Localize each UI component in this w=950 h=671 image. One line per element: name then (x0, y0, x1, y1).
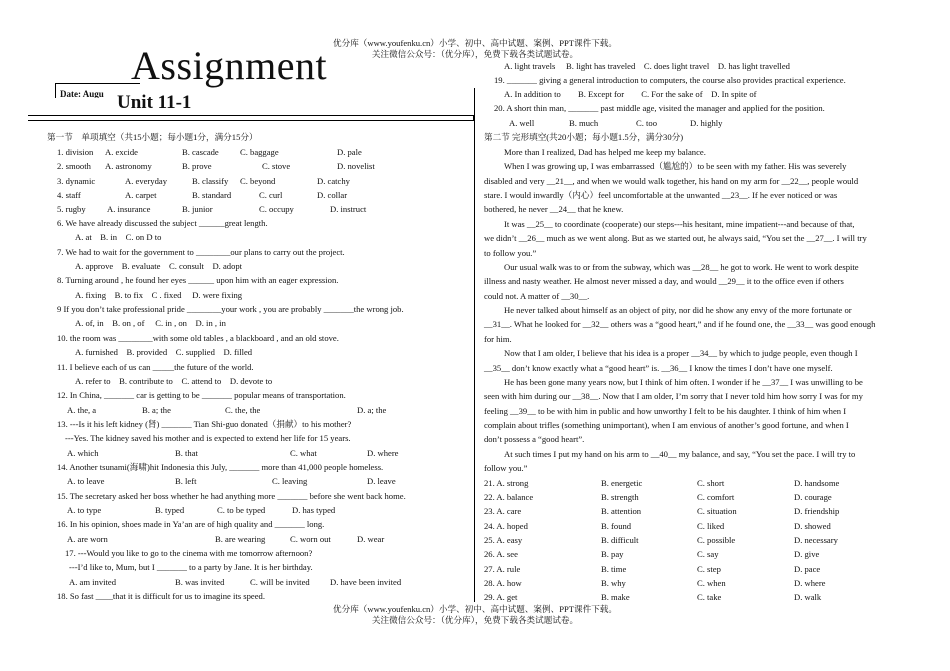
passage-line: It was __25__ to coordinate (cooperate) our steps---his hesitant, mine impatient---and because of that, (504, 218, 855, 229)
phonetic-word: 4. staff (57, 189, 81, 200)
phonetic-option: D. instruct (330, 204, 367, 215)
phonetic-option: A. everyday (125, 175, 167, 186)
choice-option: D. pace (794, 563, 821, 574)
question-option: A. to leave (67, 476, 105, 487)
question-option: A. am invited (69, 576, 117, 587)
phonetic-option: D. catchy (317, 175, 350, 186)
question-option: D. leave (367, 476, 396, 487)
passage-line: stare. I would inwardly（内心）feel uncomfortable at the unwanted __23__. If he ever noticed or was (484, 190, 838, 201)
choice-option: B. energetic (601, 477, 643, 488)
choice-option: D. give (794, 549, 820, 560)
question-option: D. a; the (357, 404, 387, 415)
passage-line: He has been gone many years now, but I think of him often. I wonder if he __37__ I was unwilling to be (504, 376, 863, 387)
question-stem: 15. The secretary asked her boss whether he had anything more _______ before she went back home. (57, 490, 406, 501)
choice-option: C. short (697, 477, 725, 488)
phonetic-option: A. carpet (125, 189, 157, 200)
phonetic-word: 1. division (57, 147, 94, 157)
question-options: A. refer to B. contribute to C. attend to D. devote to (75, 375, 273, 386)
choice-number-option: 25. A. easy (484, 534, 523, 545)
choice-option: B. strength (601, 491, 639, 502)
q18-options: A. light travels B. light has traveled C. does light travel D. has light travelled (504, 61, 790, 71)
question-options: A. approve B. evaluate C. consult D. adopt (75, 261, 243, 272)
question-stem: 18. So fast ____that it is difficult for us to imagine its speed. (57, 591, 265, 602)
choice-number-option: 24. A. hoped (484, 520, 528, 531)
passage-line: Our usual walk was to or from the subway, which was __28__ he got to work. He went to work despite (504, 261, 859, 272)
question-stem: 7. We had to wait for the government to ________our plans to carry out the project. (57, 246, 345, 257)
question-stem: 17. ---Would you like to go to the cinema with me tomorrow afternoon? (65, 548, 313, 559)
passage-line: At such times I put my hand on his arm to __40__ my balance, and say, “You set the pace. I will try to (504, 448, 856, 459)
phonetic-option: C. stove (262, 161, 291, 172)
unit-heading: Unit 11-1 (117, 92, 192, 113)
date-label: Date: Augu (55, 83, 140, 98)
passage-line: to follow you.” (484, 247, 537, 258)
left-column (47, 132, 472, 602)
question-option: A. are worn (67, 533, 108, 544)
section2-heading: 第二节 完形填空(共20小题；每小题1.5分，满分30分) (484, 132, 684, 142)
phonetic-option: B. prove (182, 161, 212, 172)
assignment-title: Assignment (131, 43, 328, 88)
passage-line: seen with him during our __38__. Now that I am older, I’m sorry that I never told him how sorry I was for my (484, 391, 863, 402)
choice-option: C. take (697, 592, 722, 603)
question-option: A. the, a (67, 404, 97, 415)
question-option: B. that (175, 447, 198, 458)
phonetic-option: B. cascade (182, 147, 219, 157)
choice-number-option: 29. A. get (484, 592, 518, 603)
question-options: A. fixing B. to fix C . fixed D. were fixing (75, 289, 243, 300)
footer-line2: 关注微信公众号：（优分库），免费下载各类试题试卷。 (371, 615, 579, 625)
choice-option: B. pay (601, 549, 624, 560)
passage-line: could not. A matter of __30__. (484, 290, 590, 301)
question-option: D. where (367, 447, 399, 458)
question-stem: 12. In China, _______ car is getting to be _______ popular means of transportation. (57, 390, 346, 401)
question-stem: 11. I believe each of us can _____the future of the world. (57, 361, 254, 372)
choice-option: C. when (697, 578, 726, 589)
choice-option: B. difficult (601, 534, 639, 545)
choice-number-option: 26. A. see (484, 549, 518, 560)
choice-option: C. comfort (697, 491, 735, 502)
choice-option: C. step (697, 563, 721, 574)
phonetic-word: 3. dynamic (57, 175, 96, 186)
choice-option: D. courage (794, 491, 832, 502)
passage-line: illness and nasty weather. He almost never missed a day, and would __29__ it to the office even if others (484, 276, 844, 287)
choice-option: C. liked (697, 520, 725, 531)
question-option: B. left (175, 476, 197, 487)
passage-line: for him. (484, 333, 512, 344)
q19-stem: 19. _______ giving a general introduction to computers, the course also provides practical experience. (494, 75, 846, 85)
passage-line: He never talked about himself as an object of pity, nor did he show any envy of the more fortunate or (504, 305, 852, 316)
phonetic-option: D. pale (337, 147, 362, 157)
section1-heading: 第一节 单项填空（共15小题；每小题1分，满分15分） (47, 132, 258, 142)
passage-line: we didn’t __26__ much as we went along. But as we started out, he always said, “You set the __27__. I will try (484, 233, 867, 244)
passage-line: More than I realized, Dad has helped me keep my balance. (504, 147, 706, 157)
phonetic-option: C. curl (259, 189, 283, 200)
choice-option: B. make (601, 592, 630, 603)
header-line1: 优分库（www.youfenku.cn）小学、初中、高中试题、案例、PPT课件下载。 (333, 38, 617, 48)
question-stem: 16. In his opinion, shoes made in Ya’an are of high quality and _______ long. (57, 519, 325, 530)
passage-line: feeling __39__ to be with him in public and how unworthy I felt to be his daughter. I think of him when I (484, 405, 847, 416)
question-stem: 8. Turning around , he found her eyes ______ upon him with an eager expression. (57, 275, 339, 286)
question-option: B. typed (155, 505, 185, 515)
phonetic-word: 2. smooth (57, 161, 91, 172)
choice-option: D. necessary (794, 534, 838, 545)
choice-option: B. found (601, 520, 632, 531)
question-option: A. which (67, 447, 99, 458)
q19-options: A. In addition to B. Except for C. For the sake of D. In spite of (504, 89, 757, 99)
question-option: D. wear (357, 533, 385, 544)
choice-number-option: 27. A. rule (484, 563, 521, 574)
phonetic-option: A. excide (105, 147, 138, 157)
choice-option: B. attention (601, 506, 642, 517)
question-stem: 13. ---Is it his left kidney (肾) _______ Tian Shi-guo donated（捐献）to his mother? (57, 418, 352, 429)
phonetic-option: B. classify (192, 175, 229, 186)
page-footer (0, 604, 950, 626)
choice-option: B. time (601, 563, 627, 574)
question-options: A. of, in B. on , of C. in , on D. in , in (75, 318, 226, 329)
question-stem: 10. the room was ________with some old tables , a blackboard , and an old stove. (57, 332, 339, 343)
q20-stem: 20. A short thin man, _______ past middle age, visited the manager and applied for the position. (494, 103, 825, 113)
question-stem: 6. We have already discussed the subject ______great length. (57, 218, 268, 228)
passage-line: complain about trifles (something unimportant), when I am envious of another’s good fortune, and when I (484, 420, 849, 431)
choice-option: D. walk (794, 592, 822, 603)
q20-opt-c: C. too (636, 118, 658, 128)
choice-option: C. situation (697, 506, 737, 517)
question-option: B. a; the (142, 404, 171, 415)
q20-opt-d: D. highly (690, 118, 723, 128)
q20-opt-a: A. well (509, 118, 535, 128)
question-option: C. the, the (225, 404, 261, 415)
phonetic-option: D. collar (317, 189, 348, 200)
phonetic-option: C. occupy (259, 204, 294, 215)
passage-line: follow you.” (484, 463, 528, 474)
choice-number-option: 28. A. how (484, 578, 522, 589)
question-option: B. was invited (175, 576, 225, 587)
phonetic-option: A. astronomy (105, 161, 152, 172)
passage-line: __31__. What he looked for __32__ others was a “good heart,” and if he found one, the __33__ was good enough (484, 319, 876, 330)
right-column (484, 61, 924, 601)
passage-line: __35__ don’t know exactly what a “good heart” is. __36__ I know the times I don’t have one myself. (484, 362, 833, 373)
phonetic-option: C. baggage (240, 147, 279, 157)
header-line2: 关注微信公众号：（优分库），免费下载各类试题试卷。 (371, 49, 579, 59)
choice-option: B. why (601, 578, 626, 589)
passage-line: When I was growing up, I was embarrassed（尴尬的）to be seen with my father. His was severely (504, 161, 847, 172)
header-rule (28, 115, 474, 121)
phonetic-word: 5. rugby (57, 204, 86, 215)
phonetic-option: A. insurance (107, 204, 151, 215)
phonetic-option: D. novelist (337, 161, 375, 172)
question-options: A. furnished B. provided C. supplied D. filled (75, 347, 253, 358)
phonetic-option: C. beyond (240, 175, 276, 186)
question-option: C. will be invited (250, 576, 310, 587)
passage-line: disabled and very __21__, and when we would walk together, his hand on my arm for __22__, people would (484, 175, 859, 186)
question-option: C. to be typed (217, 505, 266, 515)
phonetic-option: B. standard (192, 189, 232, 200)
question-options: A. at B. in C. on D to (75, 232, 162, 243)
passage-line: bothered, he never __24__ that he knew. (484, 204, 624, 215)
choice-option: C. say (697, 549, 719, 560)
column-divider (474, 88, 475, 602)
question-stem: ---Yes. The kidney saved his mother and is expected to extend her life for 15 years. (65, 433, 351, 444)
choice-number-option: 22. A. balance (484, 491, 534, 502)
question-stem: 9 If you don’t take professional pride ________your work , you are probably _______the wrong job. (57, 304, 404, 315)
question-option: B. are wearing (215, 533, 266, 544)
question-option: D. has typed (292, 505, 336, 515)
choice-number-option: 21. A. strong (484, 477, 529, 488)
question-option: D. have been invited (330, 576, 402, 587)
passage-line: don’t possess a “good heart”. (484, 434, 585, 445)
question-stem: 14. Another tsunami(海啸)hit Indonesia this July, _______ more than 41,000 people homeless. (57, 461, 384, 472)
choice-number-option: 23. A. care (484, 506, 522, 517)
phonetic-option: B. junior (182, 204, 213, 215)
question-option: C. worn out (290, 533, 331, 544)
question-option: A. to type (67, 505, 102, 515)
choice-option: D. friendship (794, 506, 840, 517)
q20-opt-b: B. much (569, 118, 599, 128)
passage-line: Now that I am older, I believe that his idea is a proper __34__ by which to judge people, even though I (504, 348, 858, 359)
choice-option: D. where (794, 578, 826, 589)
question-option: C. what (290, 447, 317, 458)
question-stem: ---I’d like to, Mum, but I _______ to a party by Jane. It is her birthday. (69, 562, 313, 573)
choice-option: C. possible (697, 534, 736, 545)
question-option: C. leaving (272, 476, 308, 487)
choice-option: D. showed (794, 520, 831, 531)
footer-line1: 优分库（www.youfenku.cn）小学、初中、高中试题、案例、PPT课件下载。 (333, 604, 617, 614)
choice-option: D. handsome (794, 477, 840, 488)
